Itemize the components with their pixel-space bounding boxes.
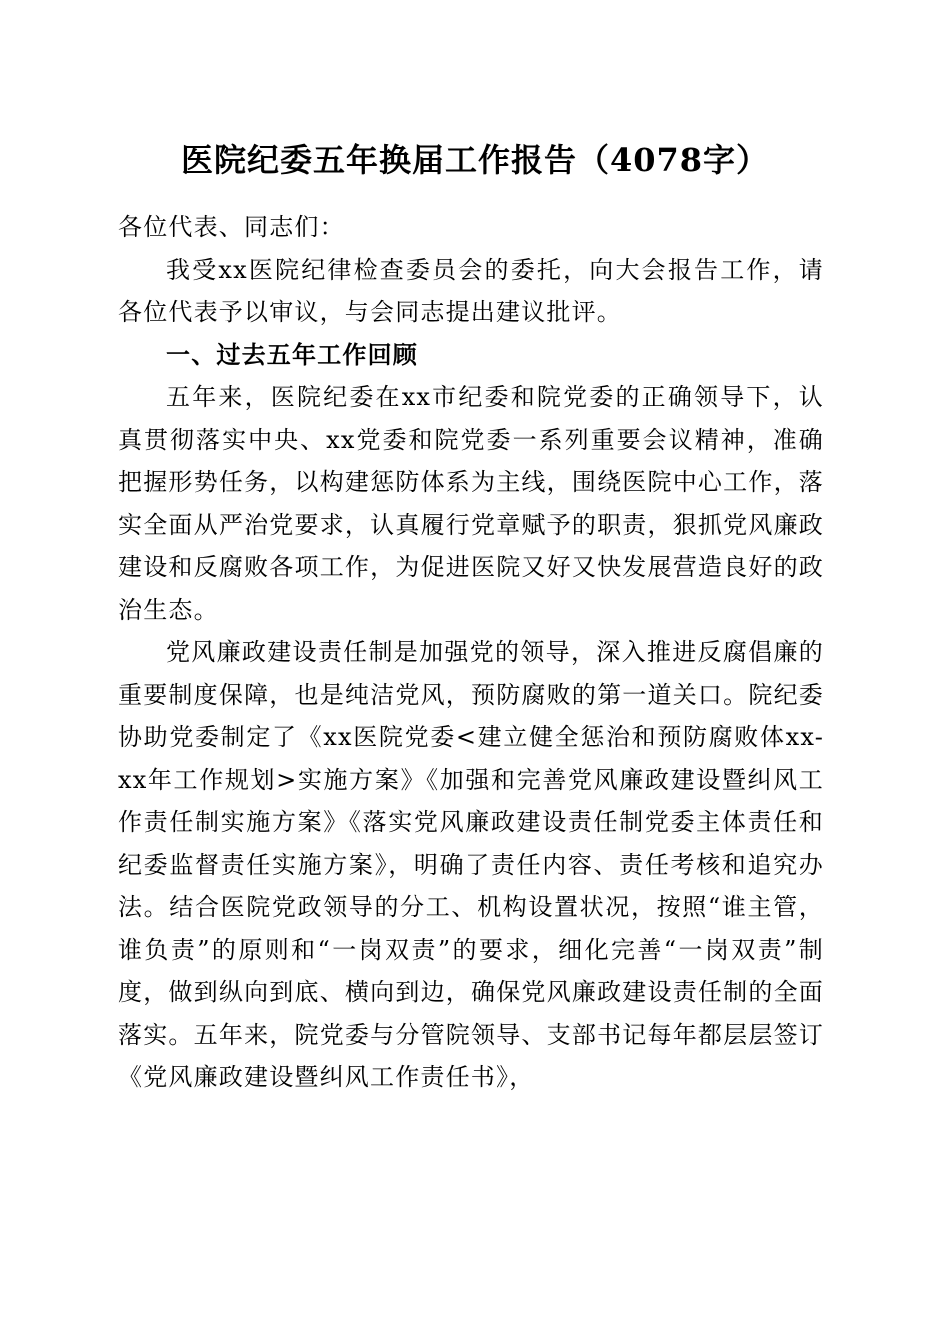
document-title: 医院纪委五年换届工作报告（4078字） [180,141,770,179]
intro-paragraph: 我受xx医院纪律检查委员会的委托，向大会报告工作，请各位代表予以审议，与会同志提出建议批评。 [118,255,824,326]
section-heading: 一、过去五年工作回顾 [166,340,418,369]
salutation: 各位代表、同志们： [118,213,345,241]
document-body [118,206,824,1099]
body-paragraph-2: 党风廉政建设责任制是加强党的领导，深入推进反腐倡廉的重要制度保障，也是纯洁党风，预防腐败的第一道关口。院纪委协助党委制定了《xx医院党委<建立健全惩治和预防腐败体xx-xx年工作规划>实施方案》《加强和完善党风廉政建设暨纠风工作责任制实施方案》《落实党风廉政建设责任制党委主体责任和纪委监督责任实施方案》，明确了责任内容、责任考核和追究办法。结合医院党政领导的分工、机构设置状况，按照“谁主管，谁负责”的原则和“一岗双责”的要求，细化完善“一岗双责”制度，做到纵向到底、横向到边，确保党风廉政建设责任制的全面落实。五年来，院党委与分管院领导、支部书记每年都层层签订《党风廉政建设暨纠风工作责任书》， [118,638,824,1091]
body-paragraph-1: 五年来，医院纪委在xx市纪委和院党委的正确领导下，认真贯彻落实中央、xx党委和院党委一系列重要会议精神，准确把握形势任务，以构建惩防体系为主线，围绕医院中心工作，落实全面从严治党要求，认真履行党章赋予的职责，狠抓党风廉政建设和反腐败各项工作，为促进医院又好又快发展营造良好的政治生态。 [118,383,824,624]
